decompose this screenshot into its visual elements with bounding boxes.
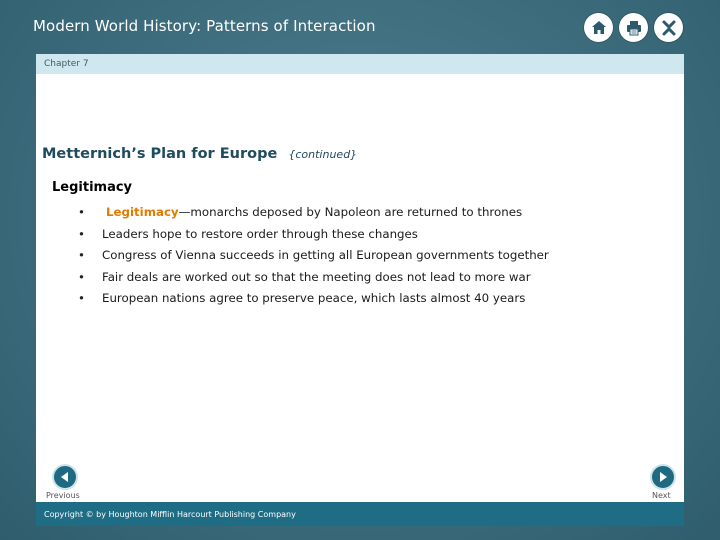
arrow-left-icon [59,471,71,483]
slide-content [36,74,684,502]
next-label[interactable]: Next [652,491,671,500]
bullet-icon: • [78,269,85,284]
next-button[interactable] [650,464,676,490]
slide-title [42,146,357,162]
bullet-text: European nations agree to preserve peace, which lasts almost 40 years [102,291,526,305]
list-item [78,224,549,246]
bullet-icon: • [78,226,85,241]
bullet-list [78,202,549,310]
key-term: Legitimacy [106,205,179,219]
chapter-label: Chapter 7 [44,59,89,69]
list-item [78,245,549,267]
slide-title-text: Metternich’s Plan for Europe [42,146,278,162]
section-heading: Legitimacy [52,180,133,195]
bullet-icon: • [78,248,85,262]
arrow-right-icon [657,471,669,483]
bullet-text: Fair deals are worked out so that the meeting does not lead to more war [102,269,531,284]
print-icon [625,19,643,37]
list-item [78,267,549,289]
home-button[interactable] [584,13,613,42]
print-button[interactable] [619,13,648,42]
copyright-text: Copyright © by Houghton Mifflin Harcourt Publishing Company [44,509,296,519]
list-item [78,202,549,224]
chapter-bar [36,54,684,74]
list-item [78,288,549,310]
previous-button[interactable] [52,464,78,490]
bullet-text: —monarchs deposed by Napoleon are returned to thrones [178,205,523,219]
bullet-icon: • [78,205,85,219]
continued-label: {continued} [288,148,358,161]
nav-toolbar [584,13,683,42]
app-title: Modern World History: Patterns of Interaction [33,17,376,35]
previous-label[interactable]: Previous [46,491,80,500]
bullet-text: Congress of Vienna succeeds in getting all European governments together [102,248,549,262]
close-icon [660,19,678,37]
home-icon [590,19,608,37]
close-button[interactable] [654,13,683,42]
bullet-icon: • [78,291,85,305]
copyright-bar [36,502,684,526]
bullet-text: Leaders hope to restore order through these changes [102,226,418,241]
